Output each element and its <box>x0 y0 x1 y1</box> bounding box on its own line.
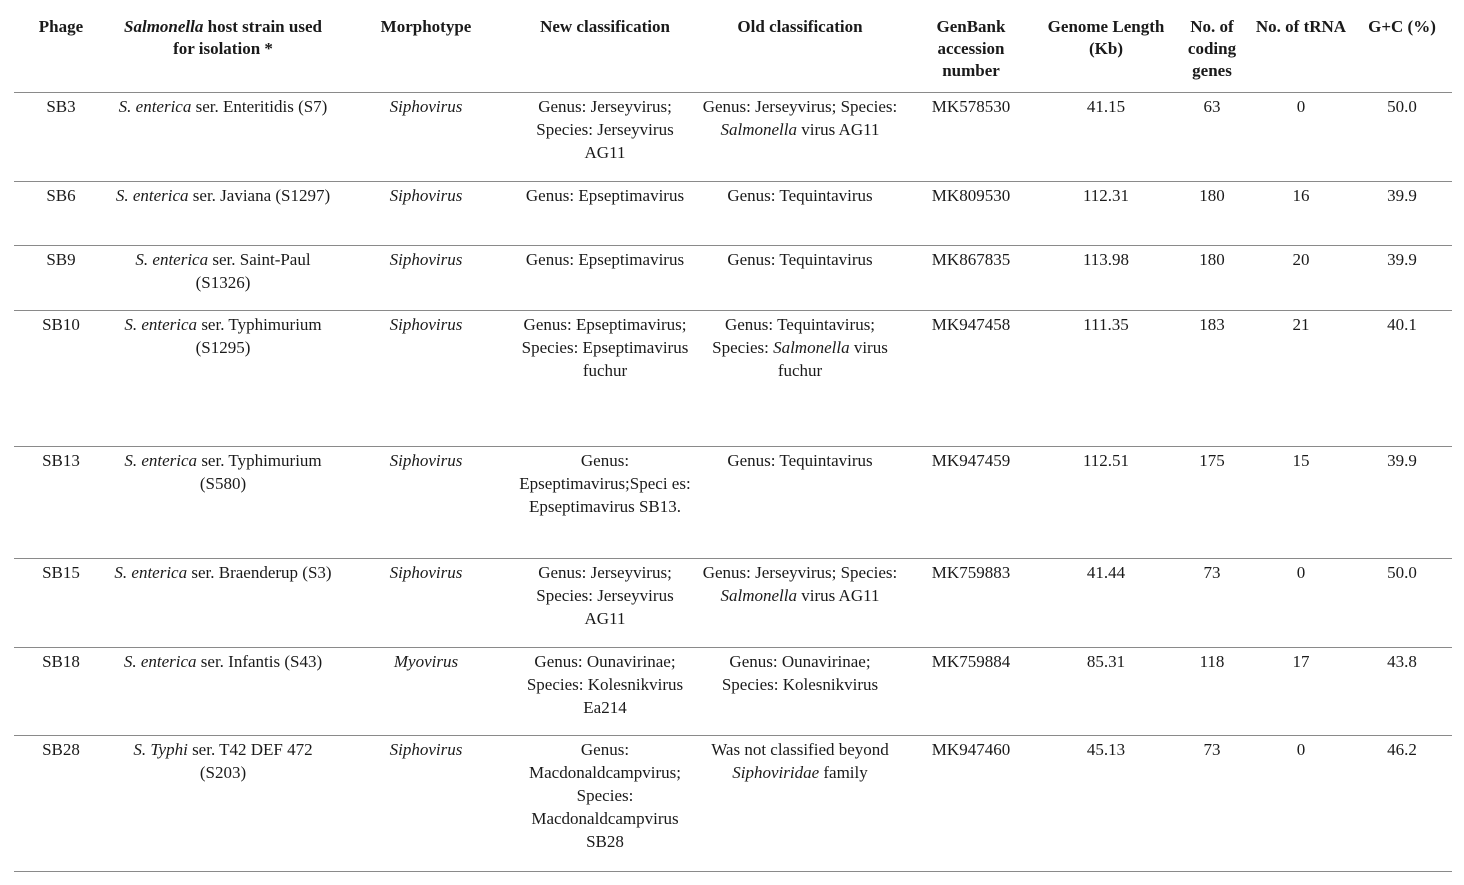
cell-genbank: MK809530 <box>904 182 1038 246</box>
header-genbank: GenBank accession number <box>904 14 1038 93</box>
header-new-classification: New classification <box>514 14 696 93</box>
cell-host-strain-text: ser. Infantis (S43) <box>196 652 323 671</box>
cell-old-classification-text: virus AG11 <box>797 120 880 139</box>
table-row <box>14 736 1452 872</box>
cell-genbank: MK867835 <box>904 246 1038 311</box>
cell-host-strain-text: S. enterica <box>118 97 192 116</box>
phage-characteristics-table <box>14 14 1452 872</box>
cell-genome-length: 113.98 <box>1038 246 1174 311</box>
cell-old-classification-text: Genus: Tequintavirus; Species: <box>712 315 876 357</box>
cell-old-classification <box>696 736 904 872</box>
header-old-classification: Old classification <box>696 14 904 93</box>
cell-trna: 0 <box>1250 559 1352 648</box>
cell-trna: 0 <box>1250 736 1352 872</box>
cell-morphotype: Siphovirus <box>338 182 514 246</box>
cell-coding-genes: 183 <box>1174 311 1250 447</box>
cell-gc: 40.1 <box>1352 311 1452 447</box>
cell-morphotype: Siphovirus <box>338 447 514 559</box>
cell-host-strain <box>108 311 338 447</box>
cell-old-classification-text: family <box>819 763 868 782</box>
table-row <box>14 246 1452 311</box>
cell-genbank: MK947459 <box>904 447 1038 559</box>
cell-old-classification-text: virus fuchur <box>777 338 888 380</box>
cell-trna: 15 <box>1250 447 1352 559</box>
cell-host-strain-text: ser. T42 DEF 472 (S203) <box>187 740 313 782</box>
cell-old-classification-text: Siphoviridae <box>732 763 820 782</box>
cell-old-classification <box>696 447 904 559</box>
cell-new-classification-text: Genus: Jerseyvirus; Species: Jerseyvirus AG11 <box>536 97 674 162</box>
header-host-strain-genus: Salmonella <box>124 17 204 36</box>
cell-trna: 17 <box>1250 648 1352 736</box>
cell-phage: SB6 <box>14 182 108 246</box>
header-coding-genes: No. of coding genes <box>1174 14 1250 93</box>
cell-genome-length: 85.31 <box>1038 648 1174 736</box>
header-genome-length: Genome Length (Kb) <box>1038 14 1174 93</box>
cell-new-classification-text: Genus: Macdonaldcampvirus; Species: Macdonaldcampvirus SB28 <box>528 740 681 851</box>
cell-phage: SB9 <box>14 246 108 311</box>
cell-old-classification <box>696 648 904 736</box>
cell-genome-length: 112.31 <box>1038 182 1174 246</box>
cell-genbank: MK947460 <box>904 736 1038 872</box>
cell-coding-genes: 63 <box>1174 93 1250 182</box>
cell-new-classification <box>514 447 696 559</box>
cell-host-strain-text: S. Typhi <box>133 740 188 759</box>
cell-host-strain <box>108 559 338 648</box>
cell-new-classification <box>514 311 696 447</box>
cell-host-strain <box>108 182 338 246</box>
header-host-strain <box>108 14 338 93</box>
cell-genome-length: 41.44 <box>1038 559 1174 648</box>
cell-morphotype: Siphovirus <box>338 311 514 447</box>
header-row <box>14 14 1452 93</box>
cell-morphotype: Siphovirus <box>338 736 514 872</box>
cell-new-classification <box>514 182 696 246</box>
cell-old-classification-text: Salmonella <box>773 338 850 357</box>
cell-new-classification <box>514 246 696 311</box>
cell-old-classification-text: Genus: Ounavirinae; Species: Kolesnikvirus <box>721 652 879 694</box>
cell-host-strain-text: ser. Typhimurium (S1295) <box>195 315 322 357</box>
cell-new-classification-text: Genus: Epseptimavirus;Speci es: Epseptimavirus SB13. <box>519 451 691 516</box>
cell-coding-genes: 175 <box>1174 447 1250 559</box>
header-gc: G+C (%) <box>1352 14 1452 93</box>
table-row <box>14 648 1452 736</box>
cell-phage: SB3 <box>14 93 108 182</box>
cell-trna: 20 <box>1250 246 1352 311</box>
cell-gc: 39.9 <box>1352 182 1452 246</box>
cell-host-strain-text: S. enterica <box>114 563 188 582</box>
cell-old-classification-text: Genus: Tequintavirus <box>727 250 873 269</box>
cell-old-classification-text: Was not classified beyond <box>711 740 889 759</box>
cell-genome-length: 111.35 <box>1038 311 1174 447</box>
cell-genbank: MK759884 <box>904 648 1038 736</box>
header-morphotype: Morphotype <box>338 14 514 93</box>
cell-coding-genes: 73 <box>1174 736 1250 872</box>
cell-gc: 39.9 <box>1352 246 1452 311</box>
table-row <box>14 447 1452 559</box>
cell-new-classification-text: Genus: Epseptimavirus <box>525 186 685 205</box>
cell-old-classification <box>696 182 904 246</box>
cell-genome-length: 112.51 <box>1038 447 1174 559</box>
cell-new-classification-text: Genus: Jerseyvirus; Species: Jerseyvirus AG11 <box>536 563 674 628</box>
cell-trna: 16 <box>1250 182 1352 246</box>
cell-new-classification <box>514 559 696 648</box>
cell-host-strain-text: ser. Enteritidis (S7) <box>191 97 328 116</box>
table-body <box>14 93 1452 872</box>
cell-host-strain-text: S. enterica <box>124 315 198 334</box>
cell-new-classification-text: Genus: Ounavirinae; Species: Kolesnikvirus Ea214 <box>526 652 684 717</box>
cell-trna: 21 <box>1250 311 1352 447</box>
cell-gc: 50.0 <box>1352 559 1452 648</box>
cell-host-strain-text: ser. Typhimurium (S580) <box>197 451 322 493</box>
cell-host-strain-text: ser. Braenderup (S3) <box>187 563 332 582</box>
cell-host-strain <box>108 246 338 311</box>
cell-trna: 0 <box>1250 93 1352 182</box>
cell-host-strain-text: ser. Javiana (S1297) <box>188 186 331 205</box>
cell-gc: 39.9 <box>1352 447 1452 559</box>
cell-gc: 50.0 <box>1352 93 1452 182</box>
cell-host-strain-text: S. enterica <box>124 451 198 470</box>
cell-new-classification <box>514 93 696 182</box>
table-row <box>14 182 1452 246</box>
cell-old-classification <box>696 93 904 182</box>
cell-coding-genes: 180 <box>1174 182 1250 246</box>
table-row <box>14 93 1452 182</box>
cell-phage: SB10 <box>14 311 108 447</box>
cell-old-classification-text: virus AG11 <box>797 586 880 605</box>
cell-morphotype: Siphovirus <box>338 93 514 182</box>
cell-gc: 46.2 <box>1352 736 1452 872</box>
cell-genbank: MK578530 <box>904 93 1038 182</box>
cell-genbank: MK759883 <box>904 559 1038 648</box>
header-host-strain-rest: host strain used for isolation * <box>173 17 322 58</box>
table-row <box>14 559 1452 648</box>
cell-host-strain-text: S. enterica <box>123 652 197 671</box>
header-trna: No. of tRNA <box>1250 14 1352 93</box>
cell-phage: SB13 <box>14 447 108 559</box>
phage-table-document <box>14 14 1452 872</box>
cell-new-classification <box>514 648 696 736</box>
cell-coding-genes: 118 <box>1174 648 1250 736</box>
cell-old-classification-text: Genus: Jerseyvirus; Species: <box>702 563 898 582</box>
cell-old-classification-text: Salmonella <box>720 586 797 605</box>
cell-phage: SB18 <box>14 648 108 736</box>
cell-new-classification-text: Genus: Epseptimavirus; Species: Epseptimavirus fuchur <box>521 315 689 380</box>
cell-genbank: MK947458 <box>904 311 1038 447</box>
cell-new-classification-text: Genus: Epseptimavirus <box>525 250 685 269</box>
table-row <box>14 311 1452 447</box>
cell-old-classification-text: Salmonella <box>720 120 797 139</box>
cell-old-classification-text: Genus: Tequintavirus <box>727 186 873 205</box>
cell-host-strain-text: S. enterica <box>115 186 189 205</box>
cell-host-strain <box>108 447 338 559</box>
cell-gc: 43.8 <box>1352 648 1452 736</box>
header-phage: Phage <box>14 14 108 93</box>
cell-host-strain <box>108 648 338 736</box>
cell-old-classification <box>696 246 904 311</box>
cell-host-strain <box>108 736 338 872</box>
cell-morphotype: Siphovirus <box>338 559 514 648</box>
cell-host-strain-text: ser. Saint-Paul (S1326) <box>195 250 311 292</box>
cell-coding-genes: 180 <box>1174 246 1250 311</box>
cell-phage: SB15 <box>14 559 108 648</box>
cell-host-strain-text: S. enterica <box>135 250 209 269</box>
cell-old-classification <box>696 559 904 648</box>
cell-old-classification <box>696 311 904 447</box>
cell-morphotype: Myovirus <box>338 648 514 736</box>
cell-host-strain <box>108 93 338 182</box>
cell-genome-length: 41.15 <box>1038 93 1174 182</box>
cell-morphotype: Siphovirus <box>338 246 514 311</box>
cell-new-classification <box>514 736 696 872</box>
cell-phage: SB28 <box>14 736 108 872</box>
cell-old-classification-text: Genus: Jerseyvirus; Species: <box>702 97 898 116</box>
cell-genome-length: 45.13 <box>1038 736 1174 872</box>
cell-coding-genes: 73 <box>1174 559 1250 648</box>
cell-old-classification-text: Genus: Tequintavirus <box>727 451 873 470</box>
